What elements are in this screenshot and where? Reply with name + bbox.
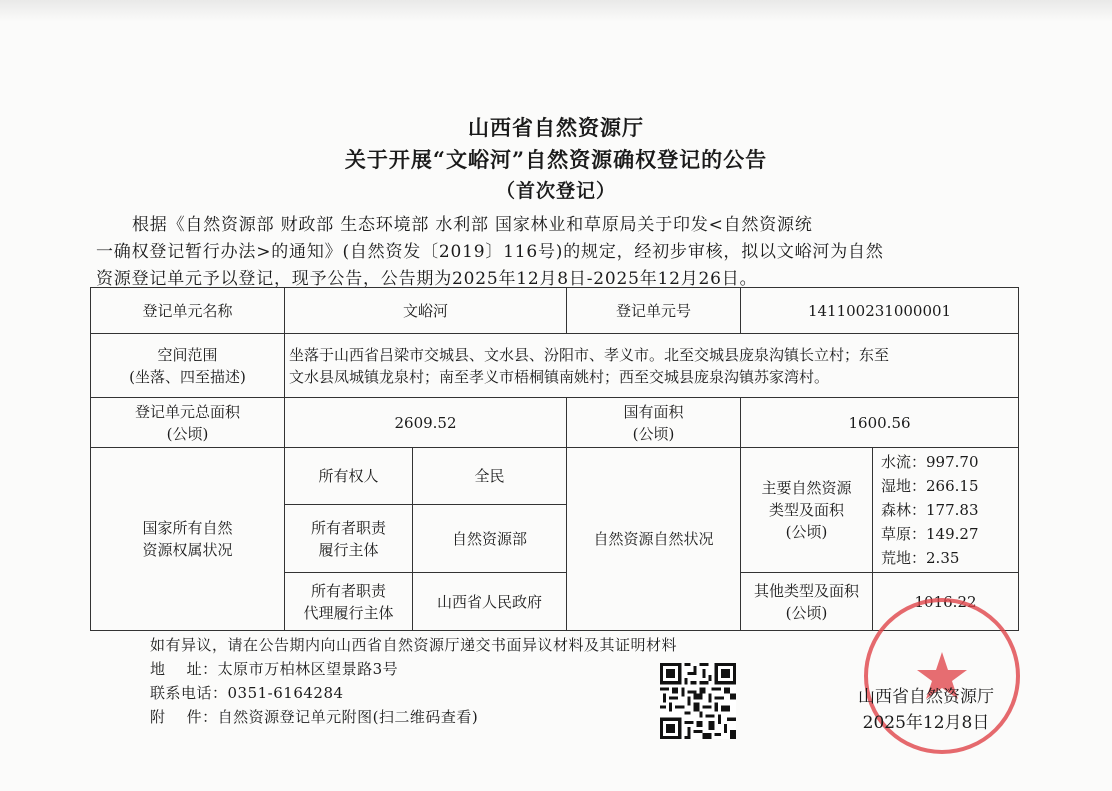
- duty-label: [285, 505, 413, 573]
- scope-value: [285, 334, 1019, 398]
- scope-label-line-2: (坐落、四至描述): [129, 367, 246, 386]
- intro-line-1: 根据《自然资源部 财政部 生态环境部 水利部 国家林业和草原局关于印发<自然资源统: [132, 215, 813, 235]
- state-area-value: 1600.56: [741, 398, 1019, 448]
- total-area-label: [91, 398, 285, 448]
- intro-paragraph: [96, 212, 1024, 293]
- main-types-label-line-3: (公顷): [785, 523, 828, 541]
- owner-label: 所有权人: [285, 448, 413, 505]
- type-item-water: 水流：997.70: [881, 453, 979, 471]
- unit-no-label: 登记单元号: [567, 288, 741, 334]
- scope-value-line-2: 文水县凤城镇龙泉村；南至孝义市梧桐镇南姚村；西至交城县庞泉沟镇苏家湾村。: [289, 367, 830, 386]
- unit-name-value: 文峪河: [285, 288, 567, 334]
- announcement-title: 关于开展“文峪河”自然资源确权登记的公告: [344, 147, 768, 172]
- unit-name-label: 登记单元名称: [91, 288, 285, 334]
- agent-label-line-1: 所有者职责: [310, 581, 386, 600]
- intro-line-2: 一确权登记暂行办法>的通知》(自然资发〔2019〕116号)的规定，经初步审核，拟以文峪河为自然: [96, 242, 884, 262]
- state-area-label-line-2: (公顷): [632, 424, 675, 443]
- agent-label: [285, 573, 413, 631]
- ownership-label: [91, 448, 285, 631]
- type-item-wetland: 湿地：266.15: [881, 477, 979, 495]
- ownership-label-line-1: 国家所有自然: [142, 519, 233, 537]
- agent-label-line-2: 代理履行主体: [303, 603, 394, 622]
- qr-code-icon[interactable]: [660, 663, 736, 739]
- phone-line: 联系电话：0351-6164284: [150, 684, 344, 702]
- attachment-line: 附 件：自然资源登记单元附图(扫二维码查看): [150, 708, 479, 726]
- main-types-label-line-2: 类型及面积: [769, 501, 845, 519]
- duty-value: 自然资源部: [413, 505, 567, 573]
- scope-label: [91, 334, 285, 398]
- type-item-forest: 森林：177.83: [881, 501, 979, 519]
- unit-no-value: 141100231000001: [741, 288, 1019, 334]
- type-item-wasteland: 荒地：2.35: [881, 549, 960, 567]
- owner-value: 全民: [413, 448, 567, 505]
- duty-label-line-1: 所有者职责: [310, 518, 386, 537]
- duty-label-line-2: 履行主体: [318, 540, 379, 559]
- objection-note: 如有异议，请在公告期内向山西省自然资源厅递交书面异议材料及其证明材料: [150, 636, 678, 654]
- scan-shadow: [0, 0, 1112, 22]
- address-line: 地 址：太原市万柏林区望景路3号: [150, 660, 399, 678]
- state-area-label-line-1: 国有面积: [623, 402, 684, 421]
- ownership-label-line-2: 资源权属状况: [142, 541, 233, 559]
- other-types-label-line-1: 其他类型及面积: [754, 581, 860, 600]
- scope-label-line-1: 空间范围: [157, 345, 218, 364]
- scope-value-line-1: 坐落于山西省吕梁市交城县、文水县、汾阳市、孝义市。北至交城县庞泉沟镇长立村；东至: [289, 345, 890, 364]
- signature-block: [836, 684, 1016, 736]
- total-area-label-line-2: (公顷): [166, 424, 209, 443]
- other-types-label: [741, 573, 873, 631]
- other-types-value: 1016.22: [873, 573, 1019, 631]
- announcement-subtitle: （首次登记）: [495, 180, 616, 202]
- total-area-value: 2609.52: [285, 398, 567, 448]
- main-types-label-line-1: 主要自然资源: [761, 479, 852, 497]
- agent-value: 山西省人民政府: [413, 573, 567, 631]
- intro-line-3: 资源登记单元予以登记，现予公告，公告期为2025年12月8日-2025年12月26日。: [96, 269, 758, 289]
- state-area-label: [567, 398, 741, 448]
- registration-table: [90, 287, 1019, 631]
- main-types-label: [741, 448, 873, 573]
- natural-status-label: 自然资源自然状况: [567, 448, 741, 631]
- other-types-label-line-2: (公顷): [785, 603, 828, 622]
- type-item-grassland: 草原：149.27: [881, 525, 979, 543]
- signature-date: 2025年12月8日: [862, 713, 990, 733]
- signature-org: 山西省自然资源厅: [858, 687, 994, 707]
- main-types-list: [873, 448, 1019, 573]
- contact-info: [150, 633, 677, 729]
- total-area-label-line-1: 登记单元总面积: [134, 402, 240, 421]
- issuer-title: 山西省自然资源厅: [468, 115, 644, 140]
